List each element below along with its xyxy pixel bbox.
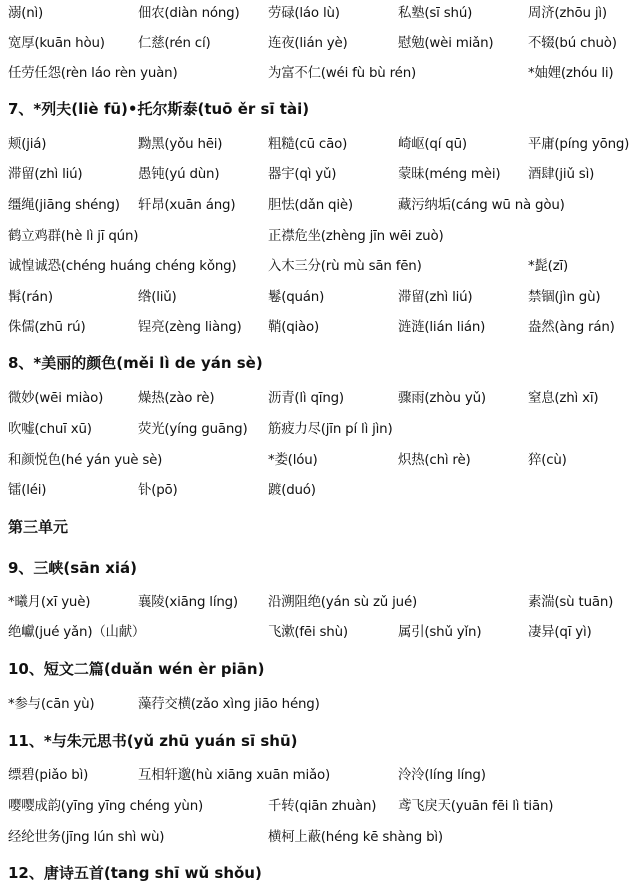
vocabulary-word: 鸢飞戾天(yuān fēi lì tiān) <box>398 799 554 814</box>
vocabulary-word: 黝黑(yǒu hēi) <box>138 137 223 152</box>
vocabulary-word: 器宇(qì yǔ) <box>268 167 337 182</box>
vocabulary-word: 窒息(zhì xī) <box>528 391 599 406</box>
vocabulary-word: 绝巘(jué yǎn)（山献） <box>8 625 146 640</box>
vocabulary-word: 钋(pō) <box>138 483 178 498</box>
vocabulary-row <box>0 194 640 218</box>
vocabulary-word: 沿溯阻绝(yán sù zǔ jué) <box>268 595 418 610</box>
vocabulary-row <box>0 621 640 645</box>
vocabulary-word: 私塾(sī shú) <box>398 6 473 21</box>
vocabulary-word: 沥青(lì qīng) <box>268 391 344 406</box>
vocabulary-row <box>0 387 640 411</box>
vocabulary-word: 泠泠(líng líng) <box>398 768 486 783</box>
vocabulary-word: 素湍(sù tuān) <box>528 595 614 610</box>
section-heading: 7、*列夫(liè fū)•托尔斯泰(tuō ěr sī tài) <box>8 100 310 118</box>
vocabulary-word: 燥热(zào rè) <box>138 391 215 406</box>
vocabulary-word: 缥碧(piǎo bì) <box>8 768 89 783</box>
section-heading: 10、短文二篇(duǎn wén èr piān) <box>8 660 265 678</box>
vocabulary-row <box>0 286 640 310</box>
vocabulary-word: 鹤立鸡群(hè lì jī qún) <box>8 229 139 244</box>
vocabulary-word: 愚钝(yú dùn) <box>138 167 220 182</box>
vocabulary-word: *髭(zī) <box>528 259 569 274</box>
section-heading: 9、三峡(sān xiá) <box>8 559 138 577</box>
vocabulary-row <box>0 255 640 279</box>
vocabulary-row <box>0 32 640 56</box>
vocabulary-word: 侏儒(zhū rú) <box>8 320 86 335</box>
vocabulary-row <box>0 795 640 819</box>
vocabulary-word: 锃亮(zèng liàng) <box>138 320 242 335</box>
vocabulary-word: 骤雨(zhòu yǔ) <box>398 391 486 406</box>
section-heading: 第三单元 <box>8 518 69 536</box>
vocabulary-word: 缰绳(jiāng shéng) <box>8 198 120 213</box>
vocabulary-word: 宽厚(kuān hòu) <box>8 36 105 51</box>
vocabulary-word: 滞留(zhì liú) <box>8 167 83 182</box>
vocabulary-word: 不辍(bú chuò) <box>528 36 617 51</box>
vocabulary-word: 诚惶诚恐(chéng huáng chéng kǒng) <box>8 259 237 274</box>
vocabulary-word: 荧光(yíng guāng) <box>138 422 248 437</box>
vocabulary-word: 粗糙(cū cāo) <box>268 137 348 152</box>
vocabulary-word: 鬈(quán) <box>268 290 325 305</box>
vocabulary-word: 藻荇交横(zǎo xìng jiāo héng) <box>138 697 320 712</box>
vocabulary-word: 蒙昧(méng mèi) <box>398 167 501 182</box>
vocabulary-word: 凄异(qī yì) <box>528 625 592 640</box>
vocabulary-word: 藏污纳垢(cáng wū nà gòu) <box>398 198 565 213</box>
vocabulary-word: 慰勉(wèi miǎn) <box>398 36 494 51</box>
vocabulary-row <box>0 826 640 850</box>
vocabulary-word: 千转(qiān zhuàn) <box>268 799 377 814</box>
section-heading: 11、*与朱元思书(yǔ zhū yuán sī shū) <box>8 732 298 750</box>
section-heading: 8、*美丽的颜色(měi lì de yán sè) <box>8 354 263 372</box>
vocabulary-row <box>0 316 640 340</box>
vocabulary-word: 轩昂(xuān áng) <box>138 198 236 213</box>
vocabulary-row <box>0 591 640 615</box>
vocabulary-word: 猝(cù) <box>528 453 567 468</box>
vocabulary-word: 筋疲力尽(jīn pí lì jìn) <box>268 422 393 437</box>
vocabulary-row <box>0 163 640 187</box>
vocabulary-word: 酒肆(jiǔ sì) <box>528 167 595 182</box>
vocabulary-word: 佃农(diàn nóng) <box>138 6 240 21</box>
vocabulary-word: 劳碌(láo lù) <box>268 6 340 21</box>
vocabulary-word: 滞留(zhì liú) <box>398 290 473 305</box>
vocabulary-word: 互相轩邈(hù xiāng xuān miǎo) <box>138 768 331 783</box>
vocabulary-word: 连夜(lián yè) <box>268 36 348 51</box>
vocabulary-word: 仁慈(rén cí) <box>138 36 211 51</box>
vocabulary-word: 颊(jiá) <box>8 137 47 152</box>
vocabulary-word: 髯(rán) <box>8 290 53 305</box>
vocabulary-word: 平庸(píng yōng) <box>528 137 630 152</box>
vocabulary-word: 任劳任怨(rèn láo rèn yuàn) <box>8 66 178 81</box>
vocabulary-word: 禁锢(jìn gù) <box>528 290 601 305</box>
vocabulary-word: 和颜悦色(hé yán yuè sè) <box>8 453 163 468</box>
vocabulary-word: 吹嘘(chuī xū) <box>8 422 92 437</box>
vocabulary-word: 入木三分(rù mù sān fēn) <box>268 259 422 274</box>
vocabulary-row <box>0 133 640 157</box>
vocabulary-word: 微妙(wēi miào) <box>8 391 104 406</box>
vocabulary-word: 正襟危坐(zhèng jīn wēi zuò) <box>268 229 444 244</box>
vocabulary-word: *妯娌(zhóu li) <box>528 66 614 81</box>
vocabulary-word: 绺(liǔ) <box>138 290 177 305</box>
vocabulary-word: 溺(nì) <box>8 6 44 21</box>
vocabulary-row <box>0 693 640 717</box>
vocabulary-word: 镭(léi) <box>8 483 47 498</box>
vocabulary-row <box>0 225 640 249</box>
vocabulary-word: 周济(zhōu jì) <box>528 6 607 21</box>
vocabulary-word: 飞漱(fēi shù) <box>268 625 348 640</box>
vocabulary-word: 踱(duó) <box>268 483 316 498</box>
vocabulary-row <box>0 449 640 473</box>
section-heading: 12、唐诗五首(tang shī wǔ shǒu) <box>8 864 262 882</box>
vocabulary-word: 属引(shǔ yǐn) <box>398 625 482 640</box>
vocabulary-word: 横柯上蔽(héng kē shàng bì) <box>268 830 443 845</box>
vocabulary-word: 经纶世务(jīng lún shì wù) <box>8 830 165 845</box>
vocabulary-word: 鞘(qiào) <box>268 320 320 335</box>
vocabulary-word: 胆怯(dǎn qiè) <box>268 198 353 213</box>
vocabulary-row <box>0 62 640 86</box>
vocabulary-word: 炽热(chì rè) <box>398 453 471 468</box>
vocabulary-row <box>0 2 640 26</box>
vocabulary-word: 盎然(àng rán) <box>528 320 615 335</box>
vocabulary-word: 嘤嘤成韵(yīng yīng chéng yùn) <box>8 799 204 814</box>
vocabulary-word: 襄陵(xiāng líng) <box>138 595 238 610</box>
vocabulary-row <box>0 764 640 788</box>
vocabulary-word: *曦月(xī yuè) <box>8 595 91 610</box>
vocabulary-word: *参与(cān yù) <box>8 697 95 712</box>
vocabulary-row <box>0 418 640 442</box>
vocabulary-row <box>0 479 640 503</box>
vocabulary-word: 崎岖(qí qū) <box>398 137 467 152</box>
vocabulary-word: *娄(lóu) <box>268 453 318 468</box>
vocabulary-word: 涟涟(lián lián) <box>398 320 486 335</box>
vocabulary-word: 为富不仁(wéi fù bù rén) <box>268 66 417 81</box>
